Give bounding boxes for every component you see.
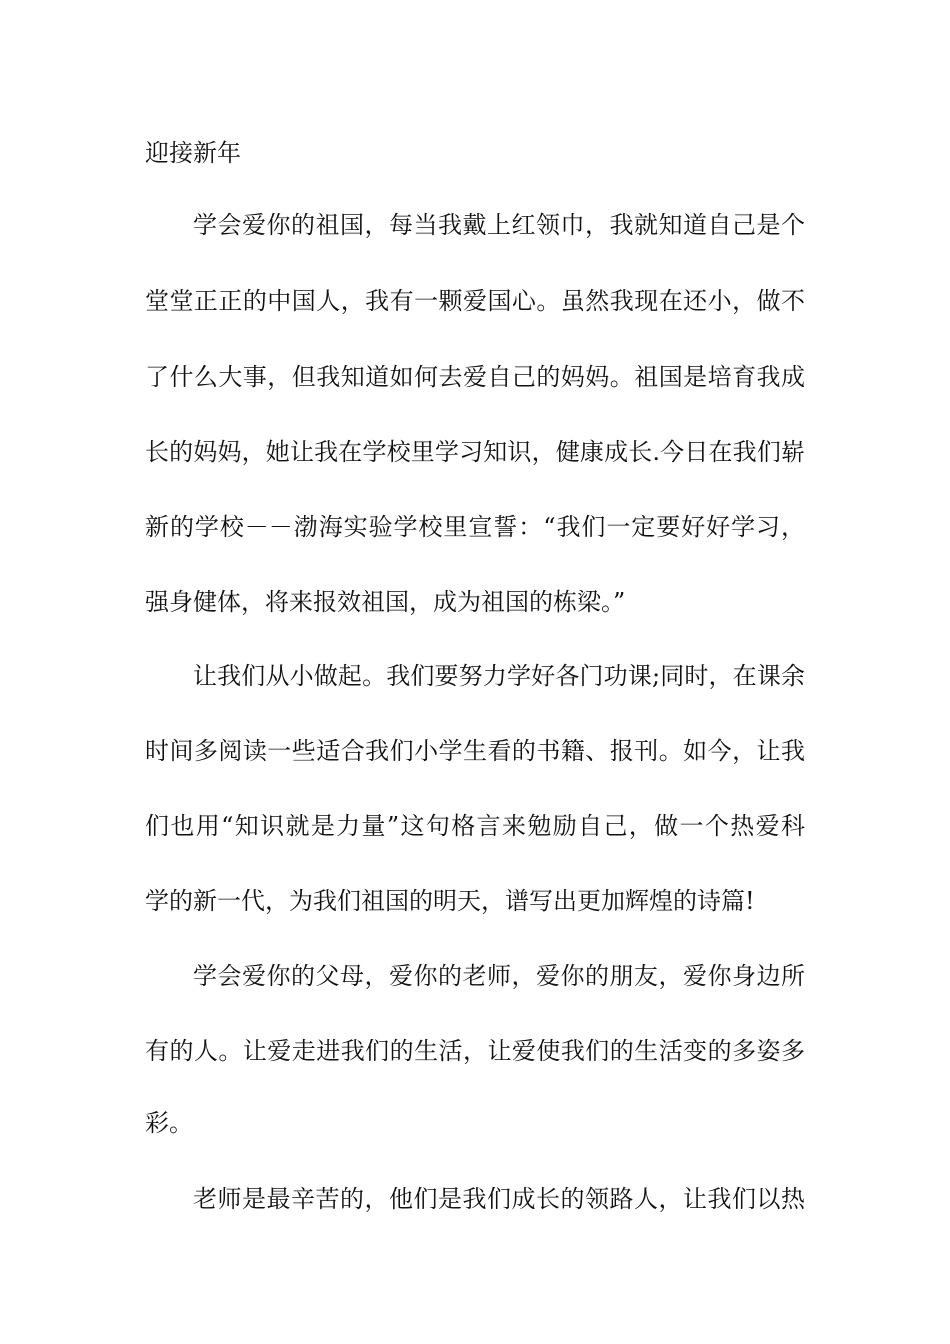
paragraph-line: 学会爱你的父母，爱你的老师，爱你的朋友，爱你身边所: [193, 962, 805, 990]
paragraph-line: 时间多阅读一些适合我们小学生看的书籍、报刊。如今，让我: [145, 737, 805, 765]
paragraph-line: 彩。: [145, 1109, 193, 1137]
paragraph-line: 们也用“知识就是力量”这句格言来勉励自己，做一个热爱科: [145, 812, 805, 840]
paragraph-line: 了什么大事，但我知道如何去爱自己的妈妈。祖国是培育我成: [145, 363, 805, 391]
document-title: 迎接新年: [145, 139, 241, 167]
paragraph-line: 学的新一代，为我们祖国的明天，谱写出更加辉煌的诗篇!: [145, 887, 755, 915]
paragraph-line: 强身健体，将来报效祖国，成为祖国的栋梁。”: [145, 588, 626, 616]
paragraph-line: 堂堂正正的中国人，我有一颗爱国心。虽然我现在还小，做不: [145, 287, 805, 315]
paragraph-line: 长的妈妈，她让我在学校里学习知识，健康成长.今日在我们崭: [145, 438, 805, 466]
paragraph-line: 学会爱你的祖国，每当我戴上红领巾，我就知道自己是个: [193, 211, 805, 239]
paragraph-line: 有的人。让爱走进我们的生活，让爱使我们的生活变的多姿多: [145, 1037, 805, 1065]
paragraph-line: 新的学校－－渤海实验学校里宣誓：“我们一定要好好学习，: [145, 513, 805, 541]
paragraph-line: 老师是最辛苦的，他们是我们成长的领路人，让我们以热: [193, 1185, 805, 1213]
paragraph-line: 让我们从小做起。我们要努力学好各门功课;同时，在课余: [193, 662, 805, 690]
